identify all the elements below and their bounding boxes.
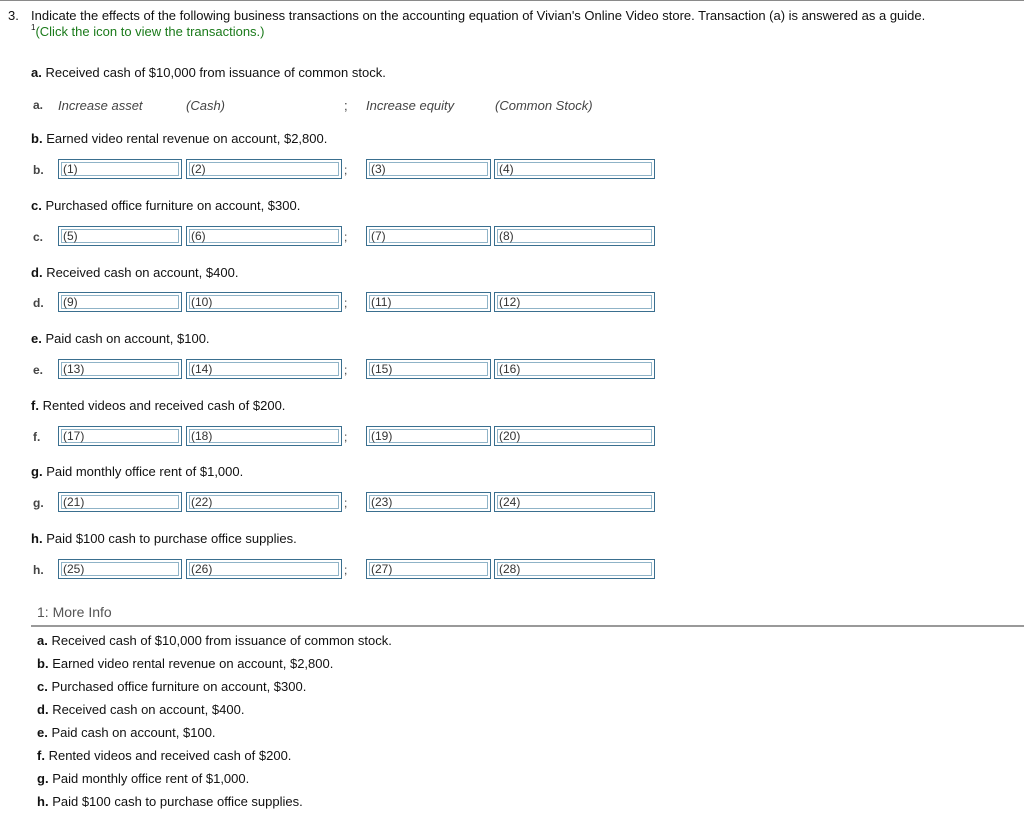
more-info-link[interactable] [31,24,265,39]
item-letter: a. [37,633,48,648]
item-text: Purchased office furniture on account, $300. [51,679,307,694]
item-text: Received cash on account, $400. [52,702,245,717]
field-placeholder: (13) [63,362,85,376]
question-prompt: Indicate the effects of the following business transactions on the accounting equation of Vivian's Online Video store. Transaction (a) is answered as a guide. [31,8,926,23]
item-text: Rented videos and received cash of $200. [48,748,292,763]
more-info-item [37,656,333,671]
answer-row [31,359,671,381]
effect2-dropdown[interactable] [366,226,491,246]
separator: ; [344,230,348,244]
more-info-item [37,725,216,740]
field-placeholder: (10) [191,295,213,309]
item-text: Paid monthly office rent of $1,000. [52,771,250,786]
field-placeholder: (7) [371,229,386,243]
input-frame [369,162,488,176]
account1-dropdown[interactable] [186,559,342,579]
item-letter: b. [37,656,49,671]
item-text: Received cash of $10,000 from issuance of common stock. [51,633,392,648]
item-text: Paid $100 cash to purchase office supplies. [52,794,303,809]
effect1-dropdown[interactable] [58,426,182,446]
transaction-title [31,398,285,413]
input-frame [61,229,179,243]
transaction-title [31,531,297,546]
input-frame [369,229,488,243]
effect1-dropdown[interactable] [58,492,182,512]
field-placeholder: (28) [499,562,521,576]
field-placeholder: (22) [191,495,213,509]
row-letter: g. [33,496,44,510]
transaction-letter: d. [31,265,43,280]
example-account1: (Cash) [186,98,226,113]
transaction-text: Paid $100 cash to purchase office supplies. [46,531,297,546]
item-letter: f. [37,748,45,763]
transaction-letter: c. [31,198,42,213]
account1-dropdown[interactable] [186,226,342,246]
input-frame [189,162,339,176]
field-placeholder: (19) [371,429,393,443]
row-letter: a. [33,98,44,112]
field-placeholder: (14) [191,362,213,376]
input-frame [61,162,179,176]
transaction-text: Purchased office furniture on account, $300. [45,198,301,213]
item-text: Paid cash on account, $100. [51,725,216,740]
account2-dropdown[interactable] [494,492,655,512]
account1-dropdown[interactable] [186,359,342,379]
field-placeholder: (17) [63,429,85,443]
row-letter: h. [33,563,44,577]
answer-row [31,492,671,514]
effect2-dropdown[interactable] [366,559,491,579]
top-divider [0,0,1024,1]
row-letter: e. [33,363,44,377]
account2-dropdown[interactable] [494,559,655,579]
example-effect1: Increase asset [58,98,143,113]
field-placeholder: (15) [371,362,393,376]
transaction-text: Rented videos and received cash of $200. [42,398,286,413]
field-placeholder: (16) [499,362,521,376]
transaction-letter: e. [31,331,42,346]
account1-dropdown[interactable] [186,159,342,179]
example-effect2: Increase equity [366,98,455,113]
transaction-letter: h. [31,531,43,546]
more-info-item [37,748,291,763]
more-info-item [37,679,306,694]
answer-row [31,426,671,448]
separator: ; [344,563,348,577]
separator: ; [344,496,348,510]
input-frame [189,229,339,243]
account2-dropdown[interactable] [494,426,655,446]
separator: ; [344,430,348,444]
field-placeholder: (25) [63,562,85,576]
row-letter: f. [33,430,41,444]
effect2-dropdown[interactable] [366,159,491,179]
transaction-title [31,198,300,213]
more-info-item [37,633,392,648]
transaction-title [31,464,243,479]
transaction-title-a [31,65,386,80]
transaction-title [31,331,210,346]
field-placeholder: (5) [63,229,78,243]
item-letter: e. [37,725,48,740]
transaction-text: Paid cash on account, $100. [45,331,210,346]
answer-row [31,292,671,314]
field-placeholder: (12) [499,295,521,309]
row-letter: d. [33,296,44,310]
transaction-letter: g. [31,464,43,479]
item-letter: g. [37,771,49,786]
effect1-dropdown[interactable] [58,559,182,579]
field-placeholder: (21) [63,495,85,509]
item-letter: c. [37,679,48,694]
field-placeholder: (3) [371,162,386,176]
more-info-title: 1: More Info [37,604,112,620]
example-account2: (Common Stock) [495,98,593,113]
more-info-item [37,794,303,809]
separator: ; [344,296,348,310]
more-info-item [37,771,249,786]
account2-dropdown[interactable] [494,226,655,246]
example-separator: ; [344,98,348,113]
answer-row [31,159,671,181]
field-placeholder: (20) [499,429,521,443]
answer-row [31,559,671,581]
field-placeholder: (11) [371,295,392,309]
item-letter: h. [37,794,49,809]
transaction-text: Received cash of $10,000 from issuance of common stock. [45,65,386,80]
account1-dropdown[interactable] [186,492,342,512]
input-frame [497,162,652,176]
transaction-letter: a. [31,65,42,80]
effect2-dropdown[interactable] [366,426,491,446]
input-frame [61,295,179,309]
effect1-dropdown[interactable] [58,159,182,179]
item-text: Earned video rental revenue on account, $2,800. [52,656,334,671]
input-frame [497,229,652,243]
field-placeholder: (24) [499,495,521,509]
separator: ; [344,163,348,177]
item-letter: d. [37,702,49,717]
transaction-text: Paid monthly office rent of $1,000. [46,464,244,479]
question-number: 3. [8,8,19,23]
account2-dropdown[interactable] [494,292,655,312]
answer-row [31,226,671,248]
field-placeholder: (26) [191,562,213,576]
example-row-a [31,94,671,116]
transaction-letter: f. [31,398,39,413]
effect1-dropdown[interactable] [58,292,182,312]
account1-dropdown[interactable] [186,292,342,312]
transaction-text: Earned video rental revenue on account, $2,800. [46,131,328,146]
more-info-item [37,702,244,717]
field-placeholder: (27) [371,562,393,576]
field-placeholder: (18) [191,429,213,443]
effect1-dropdown[interactable] [58,226,182,246]
row-letter: b. [33,163,44,177]
field-placeholder: (9) [63,295,78,309]
field-placeholder: (6) [191,229,206,243]
row-letter: c. [33,230,44,244]
transaction-text: Received cash on account, $400. [46,265,239,280]
effect2-dropdown[interactable] [366,359,491,379]
more-info-link-text[interactable]: (Click the icon to view the transactions.) [35,24,265,39]
field-placeholder: (1) [63,162,78,176]
transaction-letter: b. [31,131,43,146]
field-placeholder: (8) [499,229,514,243]
effect2-dropdown[interactable] [366,492,491,512]
field-placeholder: (4) [499,162,514,176]
transaction-title [31,265,238,280]
transaction-title [31,131,327,146]
account1-dropdown[interactable] [186,426,342,446]
account2-dropdown[interactable] [494,359,655,379]
more-info-divider [31,625,1024,627]
account2-dropdown[interactable] [494,159,655,179]
field-placeholder: (2) [191,162,206,176]
footnote-marker: 1 [31,23,36,32]
effect2-dropdown[interactable] [366,292,491,312]
separator: ; [344,363,348,377]
effect1-dropdown[interactable] [58,359,182,379]
field-placeholder: (23) [371,495,393,509]
